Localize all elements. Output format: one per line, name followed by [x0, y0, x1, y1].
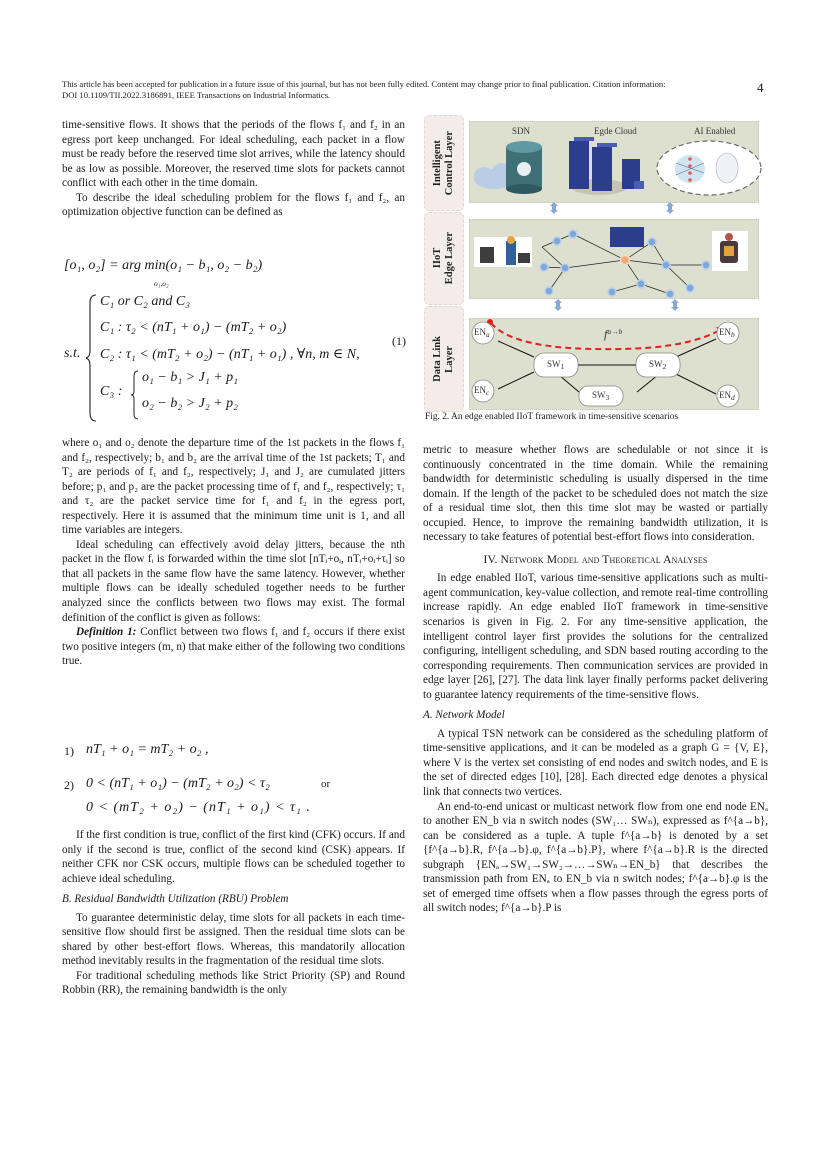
paragraph: In edge enabled IIoT, various time-sensitive applications such as multi-agent communication, key-value collection, and remote real-time controlling increase rapidly. An edge enabled IIoT framework in time-sensitive scenarios is given in Fig. 2. For any time-sensitive application, the intelligent control layer first provides the solutions for the centralized configuring, intelligent scheduling, and SDN based routing according to the corresponding requirements. Then communication services are provided in edge layer [26], [27]. The data link layer finally performs packet delivering to guarantee latency requirements of the time-sensitive flows. [423, 572, 768, 701]
constraint-c3-line2: o₂ − b₂ > J₂ + p₂ [142, 396, 239, 411]
paragraph: metric to measure whether flows are schedulable or not since it is continuously concentrated in the time domain. While the remaining bandwidth for deterministic scheduling is usually dispersed in the time domain. If the length of the packet to be scheduled does not match the size of a residual time slot, then this time slot may be wasted or partially occupied. Hence, to improve the remaining bandwidth utilization, it is necessary to take features of potential best-effort flows into consideration. [423, 444, 768, 544]
robot-icon [712, 231, 748, 271]
paragraph: To describe the ideal scheduling problem for the flows f₁ and f₂, an optimization objective function can be defined as [62, 191, 405, 219]
figure-caption: Fig. 2. An edge enabled IIoT framework in time-sensitive scenarios [425, 412, 679, 422]
label-edge-cloud: Egde Cloud [594, 126, 637, 136]
paragraph: If the first condition is true, conflict of the first kind (CFK) occurs. If and only if the second is true, conflict of the second kind (CSK) appears. If neither CFK nor CSK occurs, multiple flows can be scheduled together to achieve ideal scheduling. [62, 829, 405, 885]
factory-worker-icon [474, 236, 532, 267]
condition-2-number: 2) [64, 778, 74, 792]
figure-2 [424, 113, 768, 411]
paragraph: A typical TSN network can be considered as the scheduling platform of time-sensitive applications, and it can be modeled as a graph G = {V, E}, where V is the vertex set consisting of end nodes and switch nodes, and E is the set of directed edges [10], [28]. Each directed edge denotes a physical link that connects two vertices. [423, 727, 768, 799]
switch-1: $SW_1$ [547, 359, 565, 371]
subsection-heading-a: A. Network Model [423, 709, 505, 722]
definition-label: Definition 1: [76, 626, 137, 639]
paragraph: To guarantee deterministic delay, time slots for all packets in each time-sensitive flow should first be assigned. Then the residual time slots can be shared by other best-effort flows. Whereas, this mandatorily allocation method inevitably results in the fragmentation of the residual time slots. [62, 911, 405, 968]
edge-hub-node [621, 256, 630, 265]
equation-1 [64, 258, 406, 423]
constraint-c1: C₁ : τ₂ < (nT₁ + o₁) − (mT₂ + o₂) [100, 320, 287, 335]
edge-server-icon [610, 227, 644, 247]
constraint-line-a: C₁ or C₂ and C₃ [100, 294, 191, 309]
right-column [423, 443, 768, 916]
switch-3: $SW_3$ [592, 390, 610, 402]
constraint-c3-line1: o₁ − b₁ > J₁ + p₁ [142, 370, 239, 385]
paragraph: Ideal scheduling can effectively avoid delay jitters, because the nth packet in the flow fᵢ is forwarded within the time slot [nTᵢ+oᵢ, nTᵢ+oᵢ+τᵢ] so that all packets in the same flow have the same latency. However, whether multiple flows can be ideally scheduled together needs to be further analyzed since the conflicts between two flows may exist. The formal definition of the conflict is given as follows: [62, 538, 405, 624]
label-ai-enabled: AI Enabled [694, 126, 736, 136]
paragraph: time-sensitive flows. It shows that the periods of the flows f₁ and f₂ in an egress port keep unchanged. For ideal scheduling, each packet in a flow must be ready before the reserved time slot arrives, while the latency should be as low as possible. Moreover, the reserved time slots for packets cannot conflict with each other in the time domain. [62, 119, 405, 190]
left-column-continued [62, 436, 405, 669]
notice-line-2: DOI 10.1109/TII.2022.3186891, IEEE Transactions on Industrial Informatics. [62, 90, 331, 100]
layer-label-edge: IIoT Edge Layer [424, 212, 464, 305]
condition-2-line-1: 0 < (nT₁ + o₁) − (mT₂ + o₂) < τ₂ [86, 776, 270, 791]
left-column-bottom [62, 828, 405, 998]
section-heading-iv: IV. Network Model and Theoretical Analyses [483, 552, 708, 566]
inner-brace-icon [130, 370, 139, 420]
equation-objective: [o₁, o₂] = arg min(o₁ − b₁, o₂ − b₂) [64, 258, 263, 273]
condition-or: or [321, 778, 331, 790]
paragraph: An end-to-end unicast or multicast network flow from one end node ENₐ to another EN_b via n switch nodes (SW₁… SWₙ), expressed as f^{a→b}, can be considered as a tuple. A tuple f^{a→b} is denoted by a set {f^{a→b}.R, f^{a→b}.φ, f^{a→b}.P}, where f^{a→b}.R is the directed subgraph {ENₐ→SW₁→SW₂→…→SWₙ→EN_b} that describes the transmission path from ENₐ to EN_b via n switch nodes; f^{a→b}.φ is the set of emerged time offsets when a flow passes through the egress ports of all switch nodes; f^{a→b}.P is [423, 800, 768, 915]
subsection-heading-b: B. Residual Bandwidth Utilization (RBU) Problem [62, 893, 289, 906]
end-node-a: $EN_a$ [474, 327, 490, 339]
argmin-subscript: o₁,o₂ [154, 279, 169, 288]
layer-label-datalink: Data Link Layer [424, 306, 464, 412]
condition-1-number: 1) [64, 744, 74, 758]
ai-enabled-icon [657, 141, 761, 195]
sdn-router-icon [506, 141, 542, 194]
journal-notice [62, 79, 732, 101]
paragraph: For traditional scheduling methods like Strict Priority (SP) and Round Robbin (RR), the remaining bandwidth is the only [62, 969, 405, 997]
label-sdn: SDN [512, 126, 531, 136]
edge-cloud-icon [569, 137, 644, 195]
definition-text: Conflict between two flows f₁ and f₂ occurs if there exist two positive integers (m, n) that make either of the following two conditions true. [62, 626, 405, 668]
definition [62, 625, 405, 669]
paragraph: where o₁ and o₂ denote the departure time of the 1st packets in the flows f₁ and f₂, respectively; b₁ and b₂ are the arrival time of the 1st packets; T₁ and T₂ are periods of f₁ and f₂, respectively; J₁ and J₂ are cumulated jitters before; p₁ and p₂ are the packet processing time of f₁ and f₂, respectively; τ₁ and τ₂ are the packet service time for f₁ and f₂ in the egress port, respectively. Here it is assumed that the minimum time unit is 1, and all time variables are integers. [62, 437, 405, 537]
flow-label: $f^{a\to b}$ [604, 327, 623, 341]
brace-icon [86, 293, 98, 423]
constraint-c2: C₂ : τ₁ < (mT₂ + o₂) − (nT₁ + o₁) , ∀n, m ∈ N, [100, 347, 360, 362]
figure-graphics [424, 113, 768, 411]
condition-2-line-2: 0 < (mT₂ + o₂) − (nT₁ + o₁) < τ₁ . [86, 800, 311, 815]
layer-label-control: Intelligent Control Layer [424, 115, 464, 211]
conditions [64, 742, 406, 822]
subject-to-label: s.t. [64, 346, 81, 361]
switch-2: $SW_2$ [649, 359, 667, 371]
end-node-c: $EN_c$ [474, 385, 490, 397]
equation-number: (1) [392, 334, 406, 348]
end-node-b: $EN_b$ [719, 327, 735, 339]
notice-line-1: This article has been accepted for publication in a future issue of this journal, but has not been fully edited. Content may change prior to final publication. Citation information: [62, 79, 666, 89]
constraint-c3-label: C₃ : [100, 384, 123, 399]
end-node-d: $EN_d$ [719, 390, 735, 402]
page-number: 4 [757, 80, 764, 95]
left-column [62, 118, 405, 220]
condition-1: nT₁ + o₁ = mT₂ + o₂ , [86, 742, 209, 757]
